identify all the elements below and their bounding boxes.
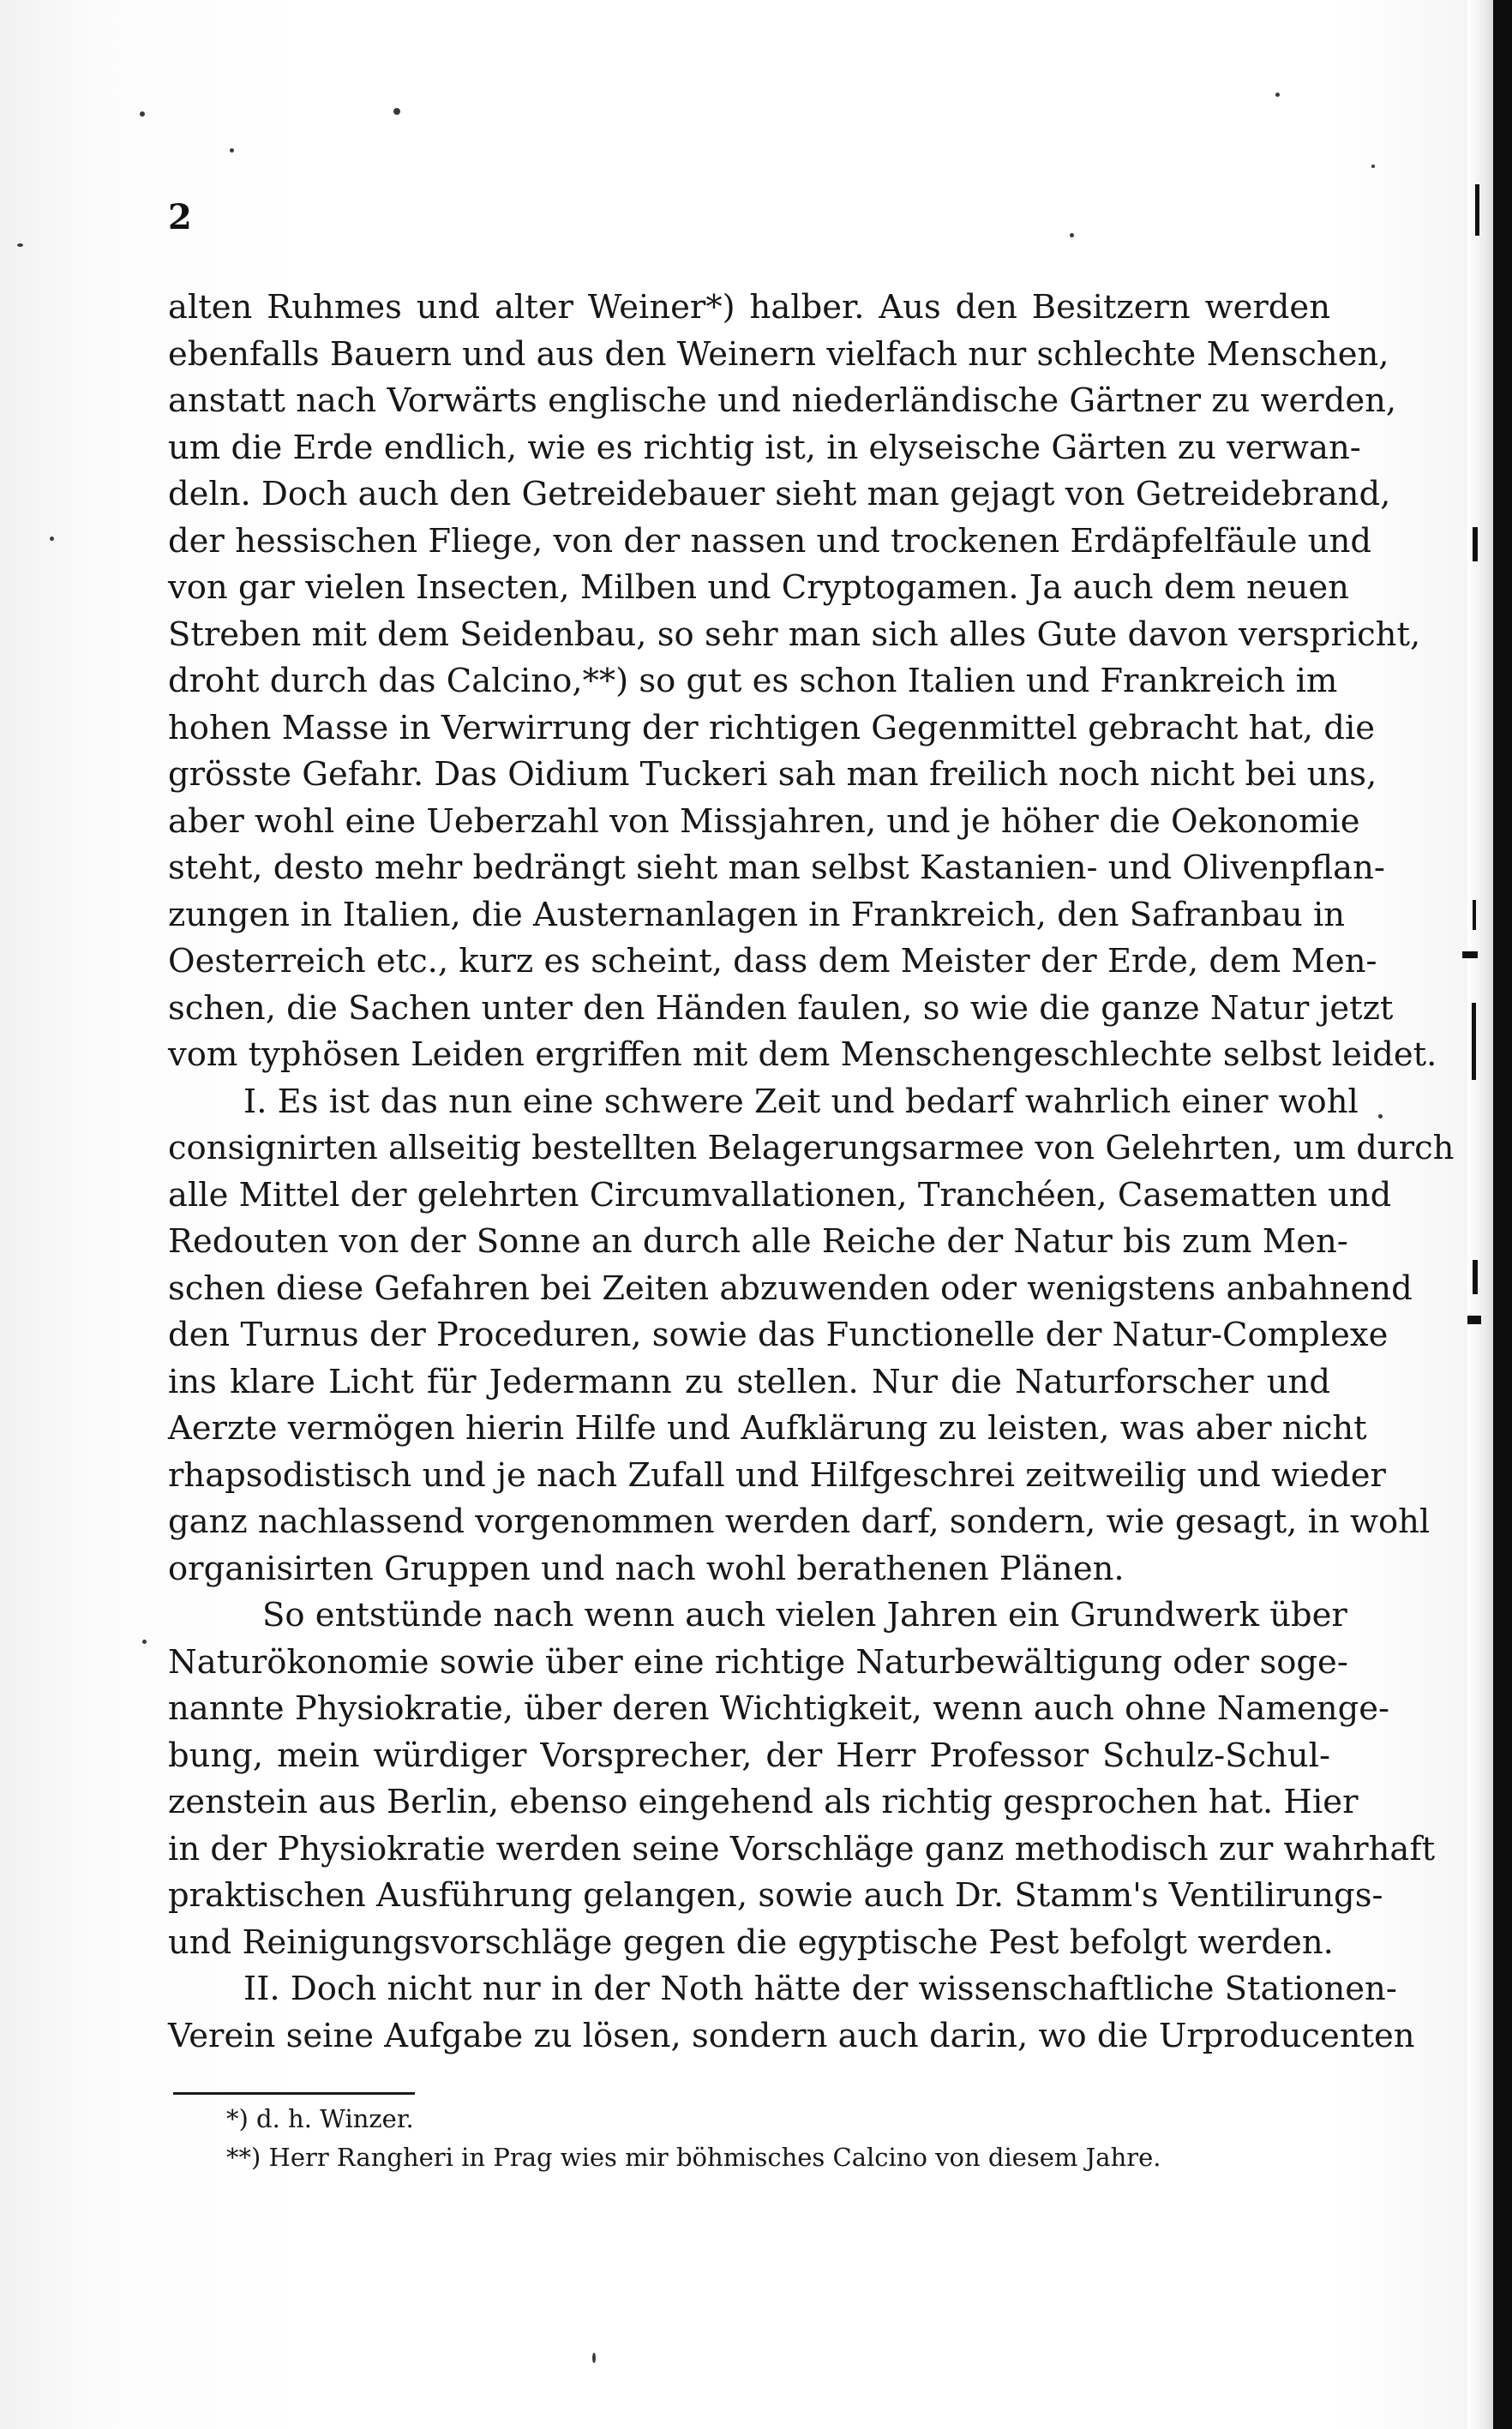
text-line: steht, desto mehr bedrängt sieht man selbst Kastanien- und Olivenpflan- [168, 849, 1385, 887]
text-line: consignirten allseitig bestellten Belagerungsarmee von Gelehrten, um durch [168, 1129, 1455, 1167]
text-line: ganz nachlassend vorgenommen werden darf, sondern, wie gesagt, in wohl [168, 1502, 1431, 1541]
scan-speck [393, 108, 400, 115]
scan-speck [50, 537, 54, 541]
text-line: zungen in Italien, die Austernanlagen in Frankreich, den Safranbau in [168, 895, 1346, 934]
text-line: schen diese Gefahren bei Zeiten abzuwenden oder wenigstens anbahnend [168, 1268, 1413, 1308]
text-line: II. Doch nicht nur in der Noth hätte der wissenschaftliche Stationen- [243, 1970, 1397, 2008]
text-line: und Reinigungsvorschläge gegen die egyptische Pest befolgt werden. [168, 1922, 1334, 1962]
text-line: von gar vielen Insecten, Milben und Cryptogamen. Ja auch dem neuen [168, 568, 1349, 607]
edge-mark [1473, 900, 1476, 930]
text-line: anstatt nach Vorwärts englische und niederländische Gärtner zu werden, [168, 381, 1397, 420]
page-number: 2 [168, 197, 192, 237]
text-line: nannte Physiokratie, über deren Wichtigkeit, wenn auch ohne Namenge- [168, 1689, 1390, 1728]
scan-speck [1070, 233, 1074, 237]
text-line: aber wohl eine Ueberzahl von Missjahren, und je höher die Oekonomie [168, 801, 1360, 841]
text-line: der hessischen Fliege, von der nassen und trockenen Erdäpfelfäule und [168, 521, 1372, 561]
text-line: deln. Doch auch den Getreidebauer sieht man gejagt von Getreidebrand, [168, 475, 1391, 513]
edge-mark [1467, 1316, 1481, 1324]
text-line: alten Ruhmes und alter Weiner*) halber. Aus den Besitzern werden [168, 288, 1330, 327]
edge-mark [1462, 951, 1478, 958]
text-line: den Turnus der Proceduren, sowie das Functionelle der Natur-Complexe [168, 1316, 1389, 1354]
text-line: zenstein aus Berlin, ebenso eingehend als richtig gesprochen hat. Hier [168, 1783, 1359, 1821]
footnote: **) Herr Rangheri in Prag wies mir böhmisches Calcino von diesem Jahre. [226, 2143, 1161, 2172]
scan-speck [140, 111, 145, 117]
text-line: ebenfalls Bauern und aus den Weinern vielfach nur schlechte Menschen, [168, 334, 1389, 374]
scan-speck [230, 148, 234, 153]
edge-mark [1475, 184, 1479, 236]
footnote: *) d. h. Winzer. [226, 2104, 414, 2133]
scan-speck [142, 1640, 147, 1644]
scan-speck [1371, 165, 1375, 168]
text-line: in der Physiokratie werden seine Vorschläge ganz methodisch zur wahrhaft [168, 1829, 1436, 1868]
page-gutter-shadow [1467, 0, 1493, 2429]
text-line: Verein seine Aufgabe zu lösen, sondern auch darin, wo die Urproducenten [168, 2016, 1415, 2055]
text-line: Aerzte vermögen hierin Hilfe und Aufklärung zu leisten, was aber nicht [168, 1409, 1367, 1448]
text-line: praktischen Ausführung gelangen, sowie auch Dr. Stamm's Ventilirungs- [168, 1876, 1383, 1915]
scan-speck [592, 2353, 596, 2363]
text-line: hohen Masse in Verwirrung der richtigen Gegenmittel gebracht hat, die [168, 708, 1376, 747]
text-line: Streben mit dem Seidenbau, so sehr man sich alles Gute davon verspricht, [168, 615, 1421, 654]
text-line: um die Erde endlich, wie es richtig ist, in elyseische Gärten zu verwan- [168, 428, 1361, 467]
body-text [168, 285, 1455, 2060]
scan-speck [1378, 1114, 1383, 1119]
text-line: Redouten von der Sonne an durch alle Reiche der Natur bis zum Men- [168, 1222, 1348, 1261]
scan-speck [17, 243, 23, 247]
text-line: rhapsodistisch und je nach Zufall und Hilfgeschrei zeitweilig und wieder [168, 1455, 1386, 1495]
footnotes [226, 2100, 1341, 2177]
footnote-separator [173, 2092, 415, 2095]
text-line: vom typhösen Leiden ergriffen mit dem Menschengeschlechte selbst leidet. [168, 1035, 1437, 1074]
text-line: Naturökonomie sowie über eine richtige Naturbewältigung oder soge- [168, 1642, 1348, 1682]
text-line: droht durch das Calcino,**) so gut es schon Italien und Frankreich im [168, 662, 1338, 700]
text-line: So entstünde nach wenn auch vielen Jahren ein Grundwerk über [262, 1596, 1347, 1634]
edge-mark [1473, 1260, 1478, 1294]
text-line: I. Es ist das nun eine schwere Zeit und bedarf wahrlich einer wohl [243, 1082, 1359, 1121]
text-line: schen, die Sachen unter den Händen faulen, so wie die ganze Natur jetzt [168, 988, 1394, 1028]
text-line: organisirten Gruppen und nach wohl berathenen Plänen. [168, 1549, 1125, 1588]
scan-edge-border [1493, 0, 1512, 2429]
edge-mark [1473, 527, 1478, 561]
edge-mark [1472, 1003, 1476, 1080]
text-line: bung, mein würdiger Vorsprecher, der Herr Professor Schulz-Schul- [168, 1736, 1330, 1775]
text-line: Oesterreich etc., kurz es scheint, dass dem Meister der Erde, dem Men- [168, 942, 1377, 981]
scan-speck [1275, 93, 1280, 97]
text-line: grösste Gefahr. Das Oidium Tuckeri sah man freilich noch nicht bei uns, [168, 755, 1377, 794]
text-line: ins klare Licht für Jedermann zu stellen. Nur die Naturforscher und [168, 1362, 1330, 1401]
text-line: alle Mittel der gelehrten Circumvallationen, Tranchéen, Casematten und [168, 1175, 1392, 1214]
